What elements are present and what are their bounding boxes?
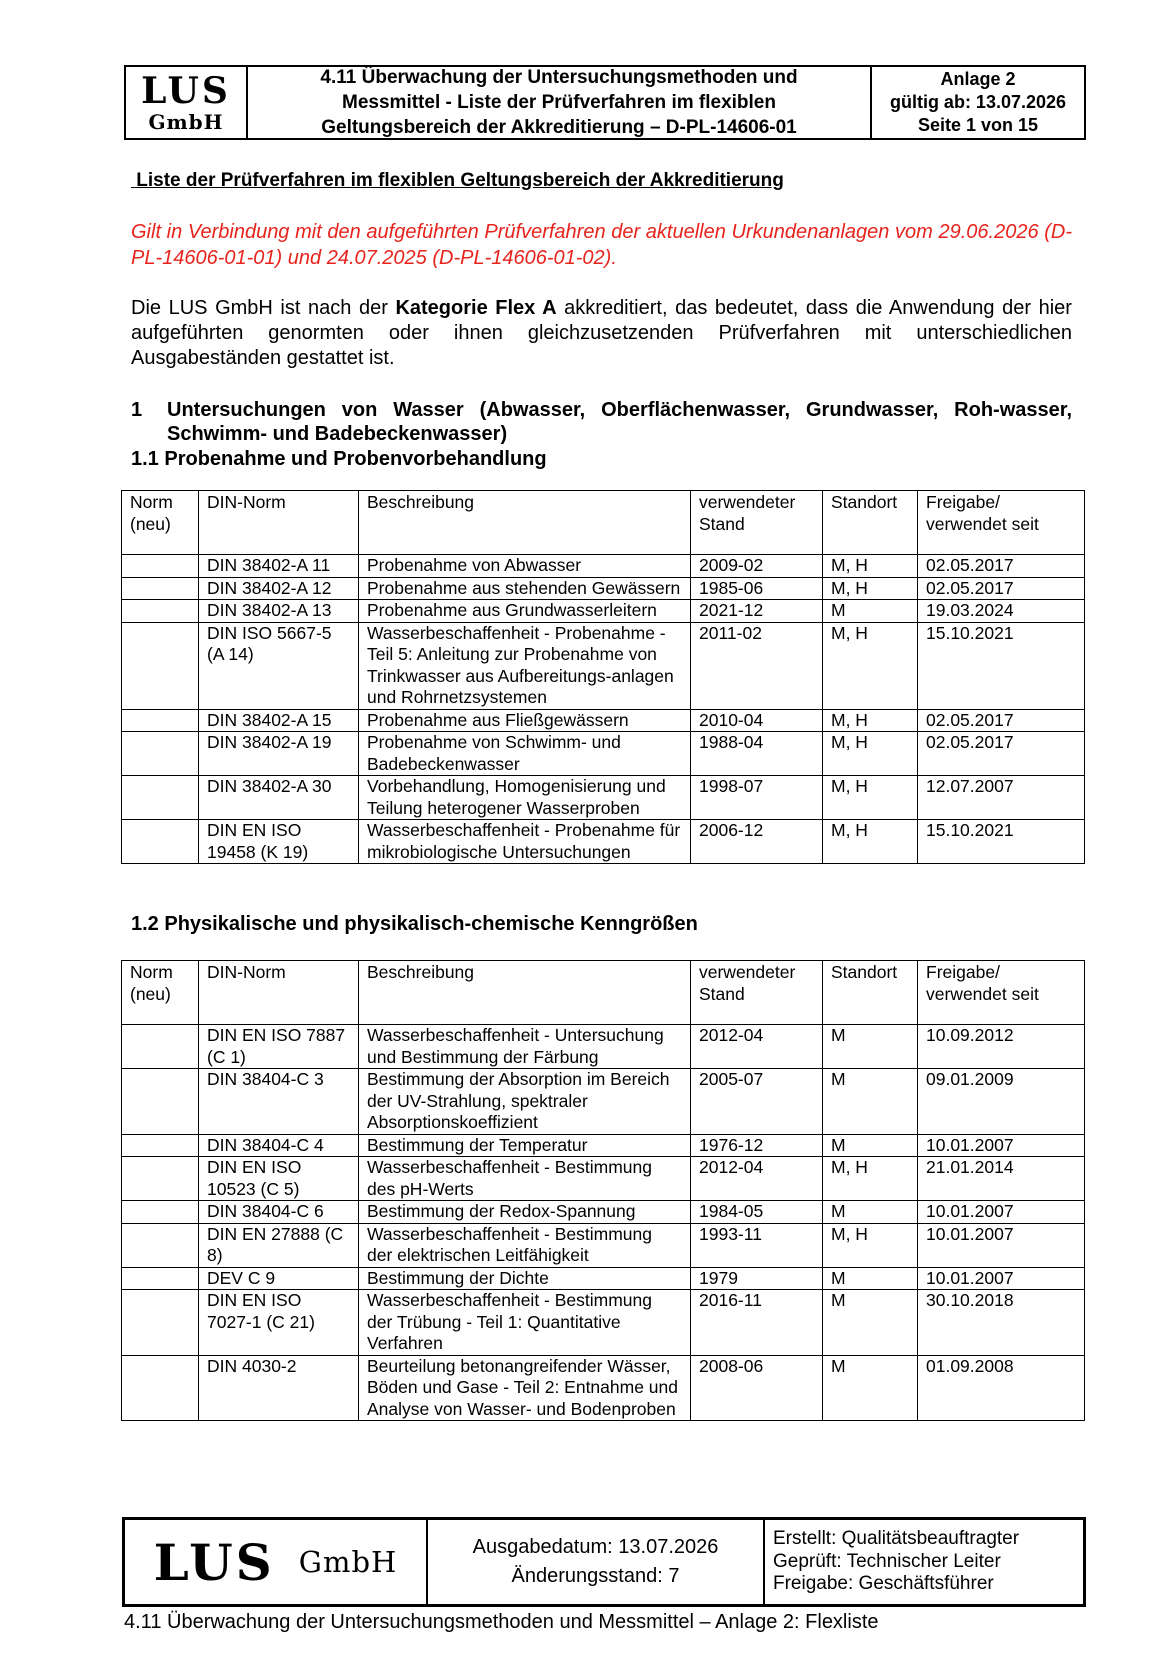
column-header: Standort [823,491,918,555]
annex-label: Anlage 2 [940,69,1016,89]
table-cell: 2008-06 [691,1355,823,1421]
table-cell [122,555,199,578]
table-cell: 02.05.2017 [918,555,1085,578]
subsection-title: 1.1 Probenahme und Probenvorbehandlung [131,448,547,470]
table-cell: 12.07.2007 [918,776,1085,820]
table-row [122,1355,1085,1421]
table-cell: 02.05.2017 [918,709,1085,732]
created-by: Erstellt: Qualitätsbeauftragter [773,1528,1020,1550]
subsection-title: 1.2 Physikalische und physikalisch-chemische Kenngrößen [131,913,698,935]
table-cell: 19.03.2024 [918,600,1085,623]
table-cell [122,1290,199,1356]
table-cell: 10.01.2007 [918,1201,1085,1224]
table-cell: M [823,1069,918,1135]
table-cell: 15.10.2021 [918,622,1085,709]
table-row [122,1201,1085,1224]
table-cell: M, H [823,1223,918,1267]
table-cell: Wasserbeschaffenheit - Probenahme - Teil 5: Anleitung zur Probenahme von Trinkwasser aus Aufbereitungs-anlagen und Rohrnetzsystemen [359,622,691,709]
table-cell: Beurteilung betonangreifender Wässer, Böden und Gase - Teil 2: Entnahme und Analyse von Wasser- und Bodenproben [359,1355,691,1421]
table-cell: 1985-06 [691,577,823,600]
table-cell: 15.10.2021 [918,820,1085,864]
table-cell: Probenahme aus Grundwasserleitern [359,600,691,623]
intro-text: akkreditiert, das bedeutet, dass die Anwendung der hier aufgeführten genormten oder ihnen gleichzusetzenden Prüfverfahren mit unterschiedlichen Ausgabeständen gestattet ist. [131,297,1078,369]
table-row [122,1069,1085,1135]
table-row [122,1290,1085,1356]
table-cell: 2011-02 [691,622,823,709]
table-row [122,820,1085,864]
intro-paragraph [131,296,1078,371]
table-cell: 2009-02 [691,555,823,578]
table-cell: 1993-11 [691,1223,823,1267]
table-cell: DIN 4030-2 [199,1355,359,1421]
table-cell: DIN EN 27888 (C 8) [199,1223,359,1267]
footer-document-reference: 4.11 Überwachung der Untersuchungsmethoden und Messmittel – Anlage 2: Flexliste [124,1611,879,1633]
column-header: verwendeter Stand [691,961,823,1025]
column-header: Freigabe/ verwendet seit [918,491,1085,555]
table-cell: 2006-12 [691,820,823,864]
revision-state: Änderungsstand: 7 [511,1565,680,1587]
table-cell: M [823,1201,918,1224]
table-cell: 2021-12 [691,600,823,623]
table-cell: Probenahme aus stehenden Gewässern [359,577,691,600]
logo-text: LUS [141,69,231,112]
table-cell: DIN EN ISO 7027-1 (C 21) [199,1290,359,1356]
table-cell [122,622,199,709]
table-cell [122,776,199,820]
table-cell: M [823,1267,918,1290]
issue-date: Ausgabedatum: 13.07.2026 [472,1536,719,1558]
table-header-row [122,961,1085,1025]
column-header: Freigabe/ verwendet seit [918,961,1085,1025]
table-cell: Vorbehandlung, Homogenisierung und Teilung heterogener Wasserproben [359,776,691,820]
table-cell: DIN EN ISO 10523 (C 5) [199,1157,359,1201]
table-cell: 2016-11 [691,1290,823,1356]
column-header: DIN-Norm [199,491,359,555]
table-cell: 2012-04 [691,1157,823,1201]
table-header-row [122,491,1085,555]
table-row [122,1025,1085,1069]
table-cell: DEV C 9 [199,1267,359,1290]
table-cell: Wasserbeschaffenheit - Bestimmung der elektrischen Leitfähigkeit [359,1223,691,1267]
section-title: Liste der Prüfverfahren im flexiblen Geltungsbereich der Akkreditierung [131,170,784,191]
table-cell: 2012-04 [691,1025,823,1069]
column-header: Beschreibung [359,961,691,1025]
table-cell: 2010-04 [691,709,823,732]
table-cell: DIN 38402-A 30 [199,776,359,820]
table-cell: 1998-07 [691,776,823,820]
table-cell [122,1157,199,1201]
table-cell [122,600,199,623]
table-row [122,1223,1085,1267]
table-cell: Wasserbeschaffenheit - Probenahme für mikrobiologische Untersuchungen [359,820,691,864]
column-header: DIN-Norm [199,961,359,1025]
table-cell: 10.09.2012 [918,1025,1085,1069]
column-header: Norm (neu) [122,491,199,555]
page-number: Seite 1 von 15 [917,115,1039,135]
checked-by: Geprüft: Technischer Leiter [773,1550,1001,1572]
table-cell [122,732,199,776]
table-cell: DIN 38402-A 12 [199,577,359,600]
table-cell: 10.01.2007 [918,1134,1085,1157]
methods-table-physical [121,960,1085,1421]
header-logo [126,67,248,138]
table-cell [122,820,199,864]
table-cell: 1976-12 [691,1134,823,1157]
table-cell: DIN 38402-A 19 [199,732,359,776]
table-cell: Probenahme aus Fließgewässern [359,709,691,732]
table-cell [122,1134,199,1157]
header-title-line: Messmittel - Liste der Prüfverfahren im flexiblen [342,92,776,113]
table-cell [122,1223,199,1267]
table-cell [122,1201,199,1224]
table-cell: 10.01.2007 [918,1223,1085,1267]
table-cell: 21.01.2014 [918,1157,1085,1201]
table-cell: M, H [823,1157,918,1201]
table-cell: M, H [823,820,918,864]
table-row [122,1157,1085,1201]
table-cell: M [823,1134,918,1157]
table-cell: M [823,1025,918,1069]
table-cell: Bestimmung der Temperatur [359,1134,691,1157]
table-cell: DIN ISO 5667-5 (A 14) [199,622,359,709]
table-cell: 30.10.2018 [918,1290,1085,1356]
table-row [122,555,1085,578]
table-cell [122,1025,199,1069]
logo-subtext: GmbH [298,1545,398,1579]
table-cell: 1988-04 [691,732,823,776]
table-cell: 09.01.2009 [918,1069,1085,1135]
table-cell: M, H [823,577,918,600]
table-row [122,732,1085,776]
table-cell [122,1267,199,1290]
table-cell [122,1069,199,1135]
header-title-line: 4.11 Überwachung der Untersuchungsmethoden und [320,67,798,88]
table-cell: M [823,1290,918,1356]
header-title-line: Geltungsbereich der Akkreditierung – D-PL-14606-01 [321,117,797,138]
chapter-heading [131,398,1072,446]
table-cell: Wasserbeschaffenheit - Bestimmung der Trübung - Teil 1: Quantitative Verfahren [359,1290,691,1356]
validity-note: Gilt in Verbindung mit den aufgeführten Prüfverfahren der aktuellen Urkundenanlagen vom 29.06.2026 (D-PL-14606-01-01) und 24.07.2025 (D-PL-14606-01-02). [131,221,1072,269]
column-header: Beschreibung [359,491,691,555]
table-cell: 1979 [691,1267,823,1290]
intro-category: Kategorie Flex A [395,297,557,319]
table-cell: Probenahme von Abwasser [359,555,691,578]
footer-approvals [765,1520,1083,1604]
table-cell: DIN 38404-C 4 [199,1134,359,1157]
table-cell: DIN EN ISO 7887 (C 1) [199,1025,359,1069]
table-row [122,1267,1085,1290]
logo-text: LUS [153,1532,275,1592]
table-cell: 1984-05 [691,1201,823,1224]
table-cell: M, H [823,732,918,776]
header-title [248,67,872,138]
table-cell: Bestimmung der Dichte [359,1267,691,1290]
table-cell: M, H [823,776,918,820]
table-cell: 01.09.2008 [918,1355,1085,1421]
table-row [122,1134,1085,1157]
table-cell: 10.01.2007 [918,1267,1085,1290]
chapter-number: 1 [131,399,143,421]
column-header: Norm (neu) [122,961,199,1025]
table-cell [122,577,199,600]
table-row [122,622,1085,709]
table-cell: M [823,600,918,623]
chapter-title: Untersuchungen von Wasser (Abwasser, Oberflächenwasser, Grundwasser, Roh-wasser, Schwimm- und Badebeckenwasser) [167,399,1072,445]
document-header [124,65,1086,140]
table-cell: DIN 38404-C 6 [199,1201,359,1224]
table-cell: DIN EN ISO 19458 (K 19) [199,820,359,864]
approved-by: Freigabe: Geschäftsführer [773,1573,994,1595]
table-cell: DIN 38402-A 11 [199,555,359,578]
table-row [122,600,1085,623]
table-cell: 02.05.2017 [918,732,1085,776]
table-row [122,709,1085,732]
valid-from: gültig ab: 13.07.2026 [889,92,1067,112]
table-cell [122,1355,199,1421]
table-cell: M, H [823,555,918,578]
column-header: verwendeter Stand [691,491,823,555]
column-header: Standort [823,961,918,1025]
table-cell: Probenahme von Schwimm- und Badebeckenwasser [359,732,691,776]
table-row [122,776,1085,820]
methods-table-sampling [121,490,1085,864]
table-cell: DIN 38404-C 3 [199,1069,359,1135]
table-row [122,577,1085,600]
table-cell: Wasserbeschaffenheit - Untersuchung und Bestimmung der Färbung [359,1025,691,1069]
table-cell: M, H [823,622,918,709]
table-cell: DIN 38402-A 15 [199,709,359,732]
logo-subtext: GmbH [148,109,224,134]
table-cell: DIN 38402-A 13 [199,600,359,623]
document-footer [122,1517,1086,1607]
table-cell: Wasserbeschaffenheit - Bestimmung des pH-Werts [359,1157,691,1201]
footer-issue-info [428,1520,765,1604]
intro-text: Die LUS GmbH ist nach der [131,297,396,319]
table-cell [122,709,199,732]
table-cell: 2005-07 [691,1069,823,1135]
header-meta [872,67,1084,138]
table-cell: Bestimmung der Redox-Spannung [359,1201,691,1224]
table-cell: 02.05.2017 [918,577,1085,600]
table-cell: M [823,1355,918,1421]
table-cell: Bestimmung der Absorption im Bereich der UV-Strahlung, spektraler Absorptionskoeffizient [359,1069,691,1135]
footer-logo [125,1520,428,1604]
table-cell: M, H [823,709,918,732]
